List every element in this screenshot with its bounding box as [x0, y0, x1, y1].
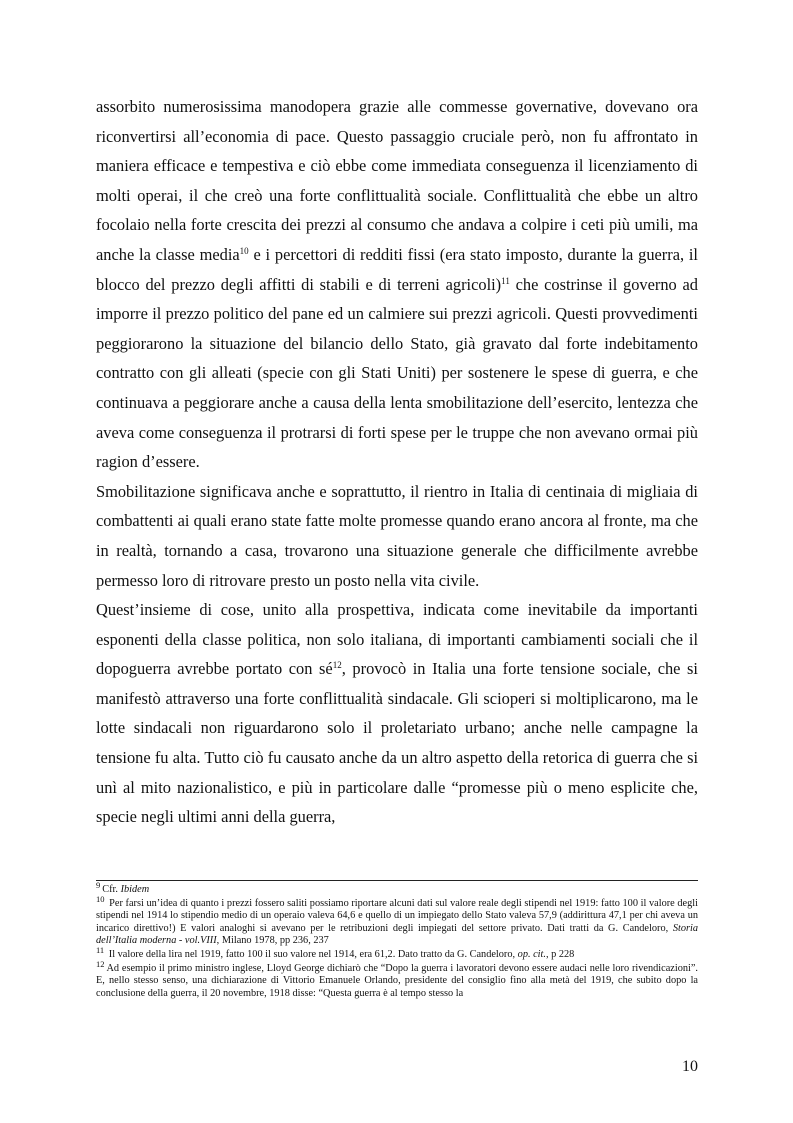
footnote-separator: [96, 880, 698, 881]
footnote-10-text-b: , Milano 1978, pp 236, 237: [216, 935, 329, 947]
footnote-10-text-a: Per farsi un’idea di quanto i prezzi fossero saliti possiamo riportare alcuni dati sul valore reale degli stipendi nel 1919: fatto 100 il valore degli stipendi nel 1914 lo stipendio medio di un operaio valeva 64,6 e quello di un impiegato dello Stato valeva 57,9 (addirittura 47,1 per chi aveva un incarico direttivo!) E valori analoghi si avevano per le retribuzioni degli impiegati del settore privato. Dati tratti da G. Candeloro,: [96, 897, 698, 934]
page-number: 10: [682, 1058, 698, 1075]
footnote-11-number: 11: [96, 944, 105, 955]
footnote-10-number: 10: [96, 893, 105, 904]
footnote-9-number: 9: [96, 880, 101, 890]
paragraph-2: Smobilitazione significava anche e soprattutto, il rientro in Italia di centinaia di migliaia di combattenti ai quali erano state fatte molte promesse quando erano ancora al fronte, ma che in realtà, tornando a casa, trovarono una situazione generale che difficilmente avrebbe permesso loro di ritrovare presto un posto nella vita civile.: [96, 481, 698, 590]
paragraph-3: [96, 595, 698, 832]
paragraph-1-part-c: che costrinse il governo ad imporre il prezzo politico del pane ed un calmiere sui prezzi agricoli. Questi provvedimenti peggiorarono la situazione del bilancio dello Stato, già gravato dal forte indebitamento contratto con gli alleati (specie con gli Stati Uniti) per sostenere le spese di guerra, e che continuava a peggiorare anche a causa della lenta smobilitazione dell’esercito, lentezza che aveva come conseguenza il protrarsi di forti spese per le truppe che non avevano ormai più ragion d’essere.: [96, 274, 698, 472]
paragraph-3-part-a: Quest’insieme di cose, unito alla prospettiva, indicata come inevitabile da importanti esponenti della classe politica, non solo italiana, di importanti cambiamenti sociali che il dopoguerra avrebbe portato con sé: [96, 600, 698, 679]
paragraph-3-part-b: , provocò in Italia una forte tensione sociale, che si manifestò attraverso una forte conflittualità sindacale. Gli scioperi si moltiplicarono, ma le lotte sindacali non riguardarono solo il proletariato urbano; anche nelle campagne la tensione fu alta. Tutto ciò fu causato anche da un altro aspetto della retorica di guerra che si unì al mito nazionalistico, e più in particolare dalle “promesse più o meno esplicite che, specie negli ultimi anni della guerra,: [96, 659, 698, 827]
footnote-11-text-b: , p 228: [545, 948, 575, 960]
footnote-ref-11[interactable]: 11: [501, 275, 510, 286]
footnote-11: [96, 944, 698, 962]
footnote-12: [96, 958, 698, 1001]
paragraph-1-part-a: assorbito numerosissima manodopera grazie alle commesse governative, dovevano ora riconvertirsi all’economia di pace. Questo passaggio cruciale però, non fu affrontato in maniera efficace e tempestiva e ciò ebbe come immediata conseguenza il licenziamento di molti operai, il che creò una forte conflittualità sociale. Conflittualità che ebbe un altro focolaio nella forte crescita dei prezzi al consumo che andava a colpire i ceti più umili, ma anche la classe media: [96, 97, 698, 264]
footnote-12-text: Ad esempio il primo ministro inglese, Lloyd George dichiarò che “Dopo la guerra i lavoratori devono essere audaci nelle loro rivendicazioni”. E, nello stesso senso, una dichiarazione di Vittorio Emanuele Orlando, presidente del consiglio fino alla metà del 1919, che subito dopo la conclusione della guerra, il 20 novembre, 1918 disse: “Questa guerra è al tempo stesso la: [96, 962, 698, 999]
footnote-9-text: Cfr.: [102, 884, 121, 895]
footnote-9: [96, 880, 698, 897]
footnote-10: [96, 893, 698, 948]
footnote-ref-10[interactable]: 10: [239, 245, 249, 256]
body-text: [96, 92, 698, 832]
footnote-ref-12[interactable]: 12: [332, 660, 342, 671]
footnote-11-italic: op. cit.: [517, 948, 546, 960]
footnote-9-italic: Ibidem: [120, 884, 150, 895]
footnote-11-text-a: Il valore della lira nel 1919, fatto 100 il suo valore nel 1914, era 61,2. Dato tratto da G. Candeloro,: [106, 948, 518, 960]
footnote-10-italic: Storia dell’Italia moderna - vol.VIII: [96, 922, 698, 947]
paragraph-1-part-b: e i percettori di redditi fissi (era stato imposto, durante la guerra, il blocco del prezzo degli affitti di stabili e di terreni agricoli): [96, 244, 698, 294]
paragraph-1: [96, 92, 698, 477]
footnote-12-number: 12: [96, 958, 105, 969]
footnotes: [96, 880, 698, 1001]
